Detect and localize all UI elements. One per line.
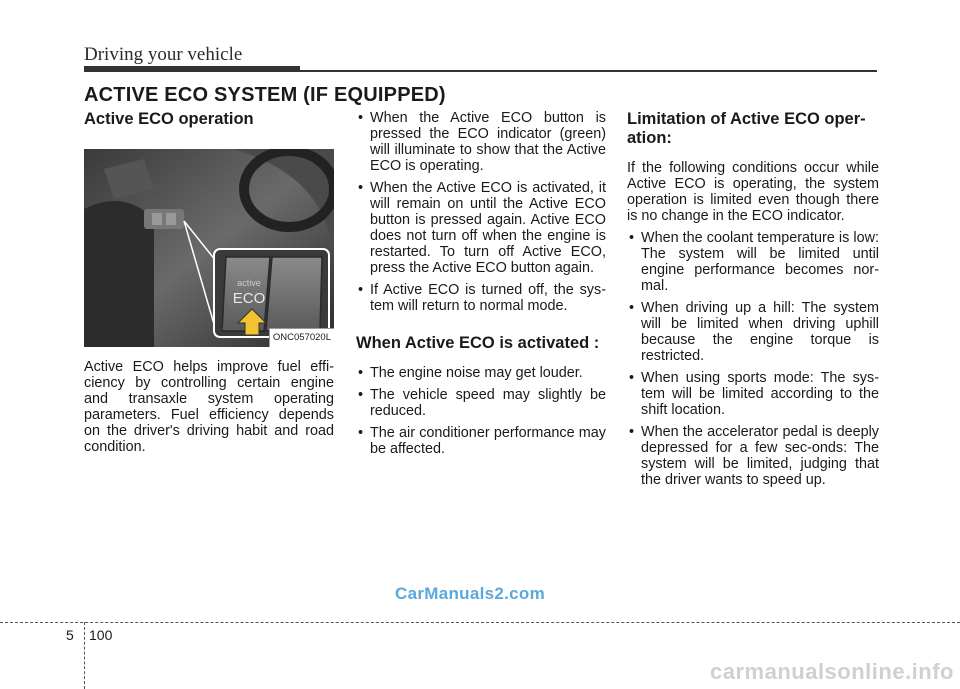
- eco-button-illustration: [84, 149, 334, 347]
- list-item: • The air conditioner performance may be affected.: [356, 425, 606, 457]
- column-1: [84, 110, 334, 455]
- image-code: ONC057020L: [269, 328, 334, 347]
- button-label-active: active: [237, 278, 261, 288]
- list-item: • When driving up a hill: The system will be limited when driving uphill because the engine torque is restricted.: [627, 300, 879, 364]
- limitation-intro: If the following conditions occur while Active ECO is operating, the system operation is limited even though there is no change in the ECO indicator.: [627, 160, 879, 224]
- list-item: • The vehicle speed may slightly be reduced.: [356, 387, 606, 419]
- watermark-link[interactable]: CarManuals2.com: [395, 584, 545, 603]
- list-item: • The engine noise may get louder.: [356, 365, 606, 381]
- heading-limitation: Limitation of Active ECO oper-ation:: [627, 110, 866, 147]
- list-item: • When the accelerator pedal is deeply depressed for a few sec-onds: The system will be limited, judging that the driver wants to speed up.: [627, 424, 879, 488]
- column-2: [356, 110, 606, 463]
- list-item: • When the Active ECO button is pressed the ECO indicator (green) will illuminate to show that the Active ECO is operating.: [356, 110, 606, 174]
- chapter-number: 5: [66, 627, 74, 643]
- list-item: • When the coolant temperature is low: The system will be limited until engine performance becomes nor-mal.: [627, 230, 879, 294]
- footer-vertical-divider: [84, 622, 85, 689]
- page-title: ACTIVE ECO SYSTEM (IF EQUIPPED): [84, 84, 446, 106]
- limitation-bullets: [627, 230, 879, 488]
- operation-bullets: [356, 110, 606, 314]
- section-header: Driving your vehicle: [84, 44, 243, 65]
- button-label-eco: ECO: [232, 290, 266, 307]
- footer-divider: [0, 622, 960, 623]
- activated-bullets: [356, 365, 606, 457]
- dashboard-image: [84, 149, 334, 347]
- page-number: 100: [89, 627, 113, 643]
- list-item: • When using sports mode: The sys-tem will be limited according to the shift location.: [627, 370, 879, 418]
- heading-active-eco-operation: Active ECO operation: [84, 110, 254, 128]
- list-item: • When the Active ECO is activated, it will remain on until the Active ECO button is pressed again. Active ECO does not turn off when the engine is restarted. To turn off Active ECO, press the Active ECO button again.: [356, 180, 606, 276]
- heading-when-activated: When Active ECO is activated :: [356, 334, 600, 352]
- header-rule: [300, 70, 877, 72]
- header-bar: [84, 66, 300, 72]
- site-watermark: carmanualsonline.info: [710, 659, 954, 684]
- intro-paragraph: Active ECO helps improve fuel effi-ciency by controlling certain engine and transaxle system operating parameters. Fuel efficiency depends on the driver's driving habit and road condition.: [84, 359, 334, 455]
- column-3: [627, 110, 879, 494]
- list-item: • If Active ECO is turned off, the sys-tem will return to normal mode.: [356, 282, 606, 314]
